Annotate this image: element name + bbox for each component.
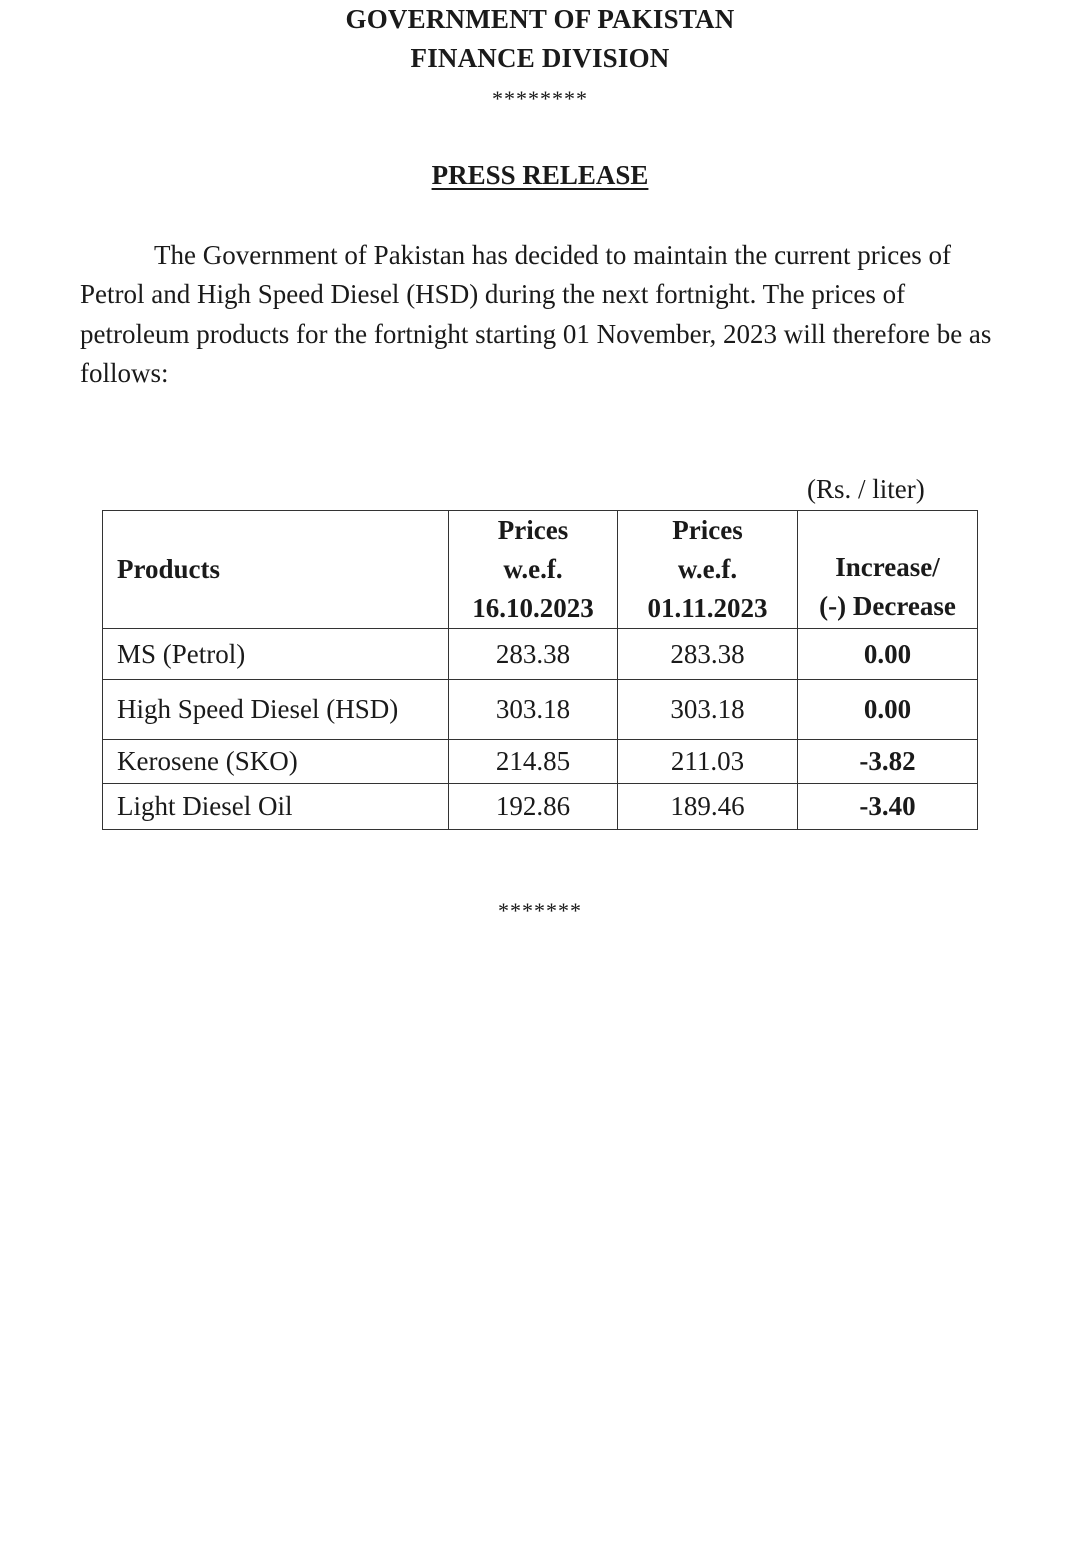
header-stars: ******** (492, 86, 588, 111)
price-previous: 303.18 (449, 680, 618, 740)
product-name: Light Diesel Oil (103, 784, 449, 830)
press-release-heading (0, 160, 1080, 191)
product-name: Kerosene (SKO) (103, 740, 449, 784)
header-prices-current (618, 511, 798, 629)
header-change (798, 511, 978, 629)
price-unit-label: (Rs. / liter) (807, 474, 925, 504)
header-curr-date: 01.11.2023 (647, 593, 768, 623)
press-release-title: PRESS RELEASE (431, 160, 649, 190)
price-current: 283.38 (618, 629, 798, 680)
price-change: -3.40 (798, 784, 978, 830)
footer-stars: ******* (498, 898, 582, 923)
header-products: Products (103, 511, 449, 629)
product-name: High Speed Diesel (HSD) (103, 680, 449, 740)
table-row (103, 784, 978, 830)
header-prices-previous (449, 511, 618, 629)
product-name: MS (Petrol) (103, 629, 449, 680)
press-release-body: The Government of Pakistan has decided to maintain the current prices of Petrol and High Speed Diesel (HSD) during the next fortnight. The prices of petroleum products for the fortnight starting 01 November, 2023 will therefore be as follows: (80, 240, 992, 388)
header-prev-line1: Prices (497, 515, 569, 545)
header-change-line2: (-) Decrease (819, 591, 956, 621)
table-row (103, 680, 978, 740)
price-change: -3.82 (798, 740, 978, 784)
prices-table (102, 510, 978, 830)
price-previous: 192.86 (449, 784, 618, 830)
price-current: 211.03 (618, 740, 798, 784)
header-prev-date: 16.10.2023 (472, 593, 594, 623)
price-change: 0.00 (798, 680, 978, 740)
table-row (103, 740, 978, 784)
header-curr-line1: Prices (672, 515, 743, 545)
price-current: 189.46 (618, 784, 798, 830)
table-header-row (103, 511, 978, 629)
price-previous: 283.38 (449, 629, 618, 680)
header-government: GOVERNMENT OF PAKISTAN (345, 4, 735, 34)
header-division: FINANCE DIVISION (410, 43, 670, 73)
price-change: 0.00 (798, 629, 978, 680)
header-prev-line2: w.e.f. (503, 554, 563, 584)
price-current: 303.18 (618, 680, 798, 740)
table-row (103, 629, 978, 680)
header-change-line1: Increase/ (835, 552, 940, 582)
header-curr-line2: w.e.f. (677, 554, 738, 584)
price-previous: 214.85 (449, 740, 618, 784)
